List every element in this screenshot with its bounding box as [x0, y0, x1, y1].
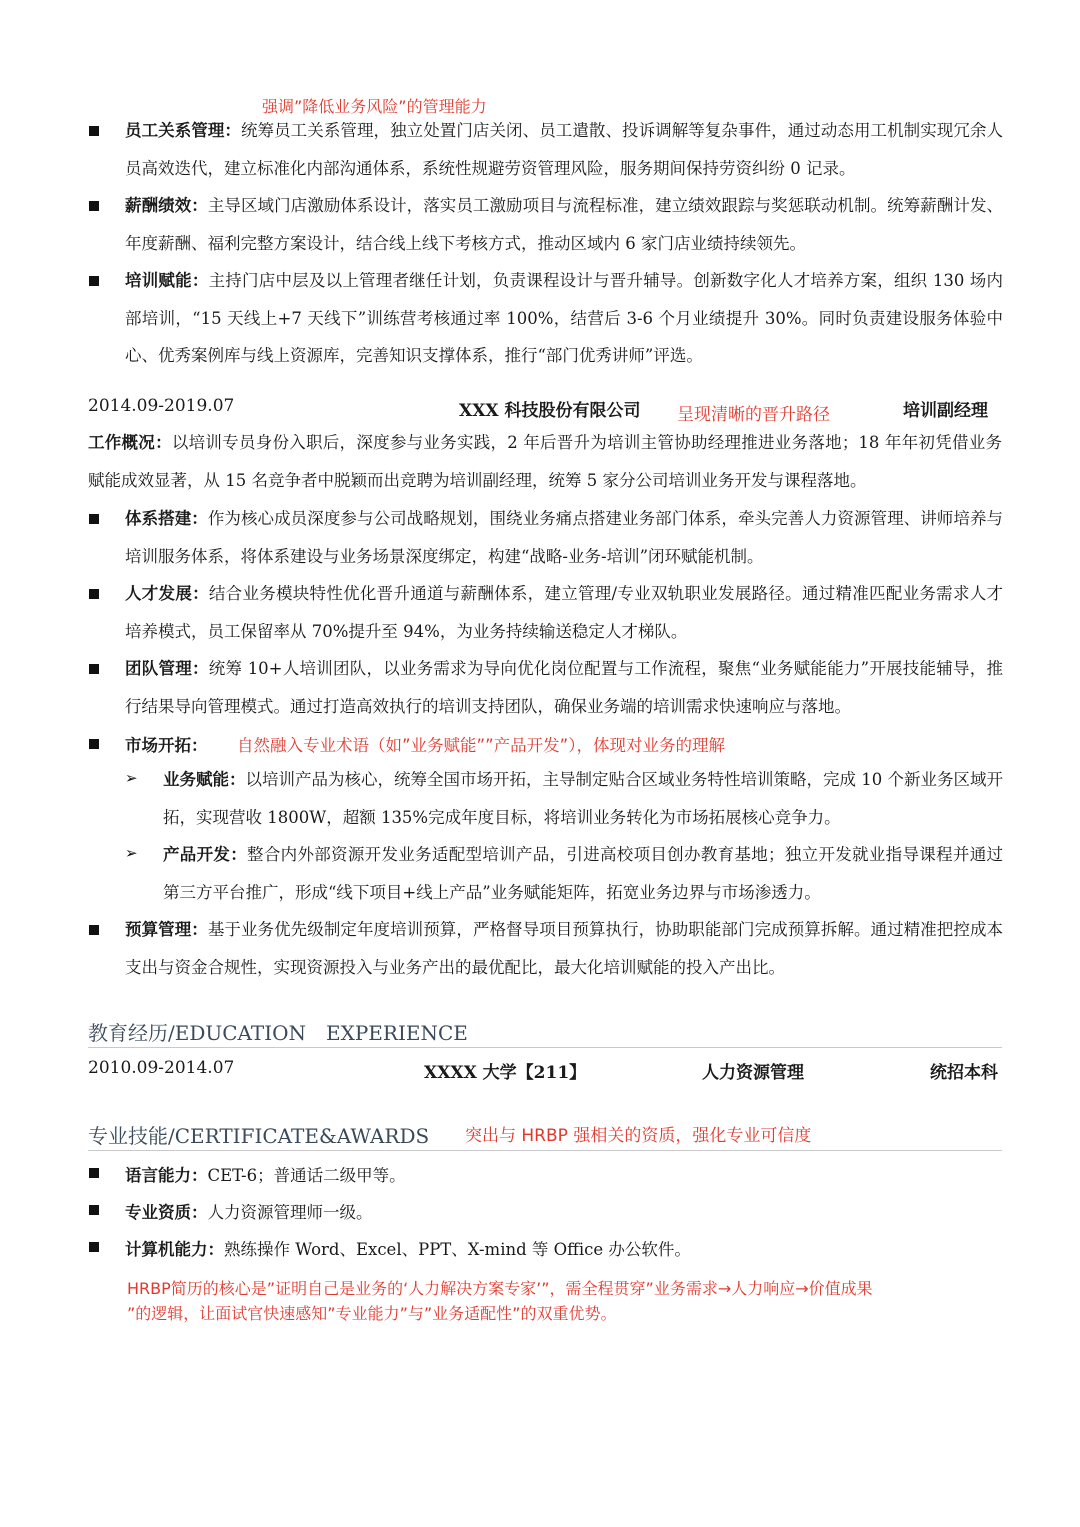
item-label: 计算机能力：	[125, 1240, 224, 1259]
arrow-bullet-icon: ➢	[125, 769, 138, 787]
bullet-square-icon	[89, 589, 99, 599]
item-label: 培训赋能：	[125, 271, 209, 290]
item-label: 产品开发：	[163, 845, 248, 864]
item-label: 薪酬绩效：	[125, 196, 208, 215]
item-text: 整合内外部资源开发业务适配型培训产品，引进高校项目创办教育基地；独立开发就业指导课程并通过第三方平台推广，形成“线下项目+线上产品”业务赋能矩阵，拓宽业务边界与市场渗透力。	[163, 845, 1004, 902]
item-label: 人才发展：	[125, 584, 209, 603]
item-text: 以培训产品为核心，统筹全国市场开拓，主导制定贴合区域业务特性培训策略，完成 10 个新业务区域开拓，实现营收 1800W，超额 135%完成年度目标，将培训业务转化为市场拓展核心竞争力。	[163, 770, 1003, 827]
item-text: CET-6；普通话二级甲等。	[207, 1166, 406, 1185]
job-title: 培训副经理	[903, 401, 988, 421]
annotation-summary-line1: HRBP简历的核心是”证明自己是业务的‘人力解决方案专家’”，需全程贯穿”业务需求→人力响应→价值成果	[127, 1279, 873, 1298]
item-label: 团队管理：	[125, 659, 209, 678]
market-label: 市场开拓：	[125, 736, 208, 755]
list-item-talent-development	[125, 575, 1003, 650]
bullet-square-icon	[89, 276, 99, 286]
section-heading-skills: 专业技能/CERTIFICATE&AWARDS	[88, 1124, 430, 1148]
item-text: 熟练操作 Word、Excel、PPT、X-mind 等 Office 办公软件。	[224, 1240, 691, 1259]
job-overview	[88, 424, 1002, 499]
bullet-square-icon	[89, 201, 99, 211]
item-label: 预算管理：	[125, 920, 208, 939]
annotation-note-top: 强调”降低业务风险”的管理能力	[262, 97, 487, 116]
item-text: 主持门店中层及以上管理者继任计划，负责课程设计与晋升辅导。创新数字化人才培养方案，组织 130 场内部培训，“15 天线上+7 天线下”训练营考核通过率 100%，结营后 3-6 个月业绩提升 30%。同时负责建设服务体验中心、优秀案例库与线上资源库，完善知识支撑体系，推行“部门优秀讲师”评选。	[125, 271, 1004, 365]
list-item-budget	[125, 911, 1003, 986]
item-text: 人力资源管理师一级。	[207, 1203, 373, 1222]
major: 人力资源管理	[702, 1063, 804, 1083]
annotation-note-terms: 自然融入专业术语（如”业务赋能””产品开发”），体现对业务的理解	[237, 736, 725, 755]
sub-item-product-development	[163, 836, 1003, 911]
education-period: 2010.09-2014.07	[88, 1058, 235, 1078]
school-name: XXXX 大学【211】	[424, 1063, 587, 1083]
item-text: 基于业务优先级制定年度培训预算，严格督导项目预算执行，协助职能部门完成预算拆解。通过精准把控成本支出与资金合规性，实现资源投入与业务产出的最优配比，最大化培训赋能的投入产出比。	[125, 920, 1004, 977]
list-item-team-management	[125, 650, 1003, 725]
bullet-square-icon	[89, 1242, 99, 1252]
bullet-square-icon	[89, 925, 99, 935]
bullet-square-icon	[89, 739, 99, 749]
skill-item-computer	[125, 1236, 691, 1260]
bullet-square-icon	[89, 126, 99, 136]
bullet-square-icon	[89, 1168, 99, 1178]
list-item-compensation	[125, 187, 1003, 262]
item-text: 统筹 10+人培训团队，以业务需求为导向优化岗位配置与工作流程，聚焦“业务赋能能力”开展技能辅导，推行结果导向管理模式。通过打造高效执行的培训支持团队，确保业务端的培训需求快速响应与落地。	[125, 659, 1004, 716]
item-text: 统筹员工关系管理，独立处置门店关闭、员工遣散、投诉调解等复杂事件，通过动态用工机制实现冗余人员高效迭代，建立标准化内部沟通体系，系统性规避劳资管理风险，服务期间保持劳资纠纷 0 记录。	[125, 121, 1004, 178]
item-text: 结合业务模块特性优化晋升通道与薪酬体系，建立管理/专业双轨职业发展路径。通过精准匹配业务需求人才培养模式，员工保留率从 70%提升至 94%，为业务持续输送稳定人才梯队。	[125, 584, 1003, 641]
degree: 统招本科	[930, 1063, 998, 1083]
item-label: 业务赋能：	[163, 770, 246, 789]
item-label: 语言能力：	[125, 1166, 208, 1185]
annotation-summary-line2: ”的逻辑，让面试官快速感知”专业能力”与”业务适配性”的双重优势。	[127, 1304, 617, 1323]
item-text: 主导区域门店激励体系设计，落实员工激励项目与流程标准，建立绩效跟踪与奖惩联动机制。统筹薪酬计发、年度薪酬、福利完整方案设计，结合线上线下考核方式，推动区域内 6 家门店业绩持续领先。	[125, 196, 1004, 253]
skill-item-certification	[125, 1199, 373, 1223]
annotation-note-skills: 突出与 HRBP 强相关的资质，强化专业可信度	[465, 1126, 812, 1146]
list-item-system-building	[125, 500, 1003, 575]
section-divider	[88, 1047, 1002, 1048]
job-period: 2014.09-2019.07	[88, 396, 235, 416]
overview-label: 工作概况：	[88, 433, 172, 452]
item-label: 体系搭建：	[125, 509, 208, 528]
list-item-employee-relations	[125, 112, 1003, 187]
item-text: 作为核心成员深度参与公司战略规划，围绕业务痛点搭建业务部门体系，牵头完善人力资源管理、讲师培养与培训服务体系，将体系建设与业务场景深度绑定，构建“战略-业务-培训”闭环赋能机制。	[125, 509, 1004, 566]
item-label: 专业资质：	[125, 1203, 208, 1222]
annotation-note-promotion: 呈现清晰的晋升路径	[677, 405, 830, 425]
sub-item-business-enablement	[163, 761, 1003, 836]
item-label: 员工关系管理：	[125, 121, 241, 140]
section-divider	[88, 1150, 1002, 1151]
bullet-square-icon	[89, 514, 99, 524]
overview-text: 以培训专员身份入职后，深度参与业务实践，2 年后晋升为培训主管协助经理推进业务落地；18 年年初凭借业务赋能成效显著，从 15 名竞争者中脱颖而出竞聘为培训副经理，统筹 5 家分公司培训业务开发与课程落地。	[88, 433, 1003, 490]
list-item-training	[125, 262, 1003, 375]
bullet-square-icon	[89, 1205, 99, 1215]
skill-item-language	[125, 1162, 406, 1186]
bullet-square-icon	[89, 664, 99, 674]
arrow-bullet-icon: ➢	[125, 844, 138, 862]
section-heading-education: 教育经历/EDUCATION EXPERIENCE	[88, 1021, 468, 1045]
company-name: XXX 科技股份有限公司	[459, 401, 641, 421]
